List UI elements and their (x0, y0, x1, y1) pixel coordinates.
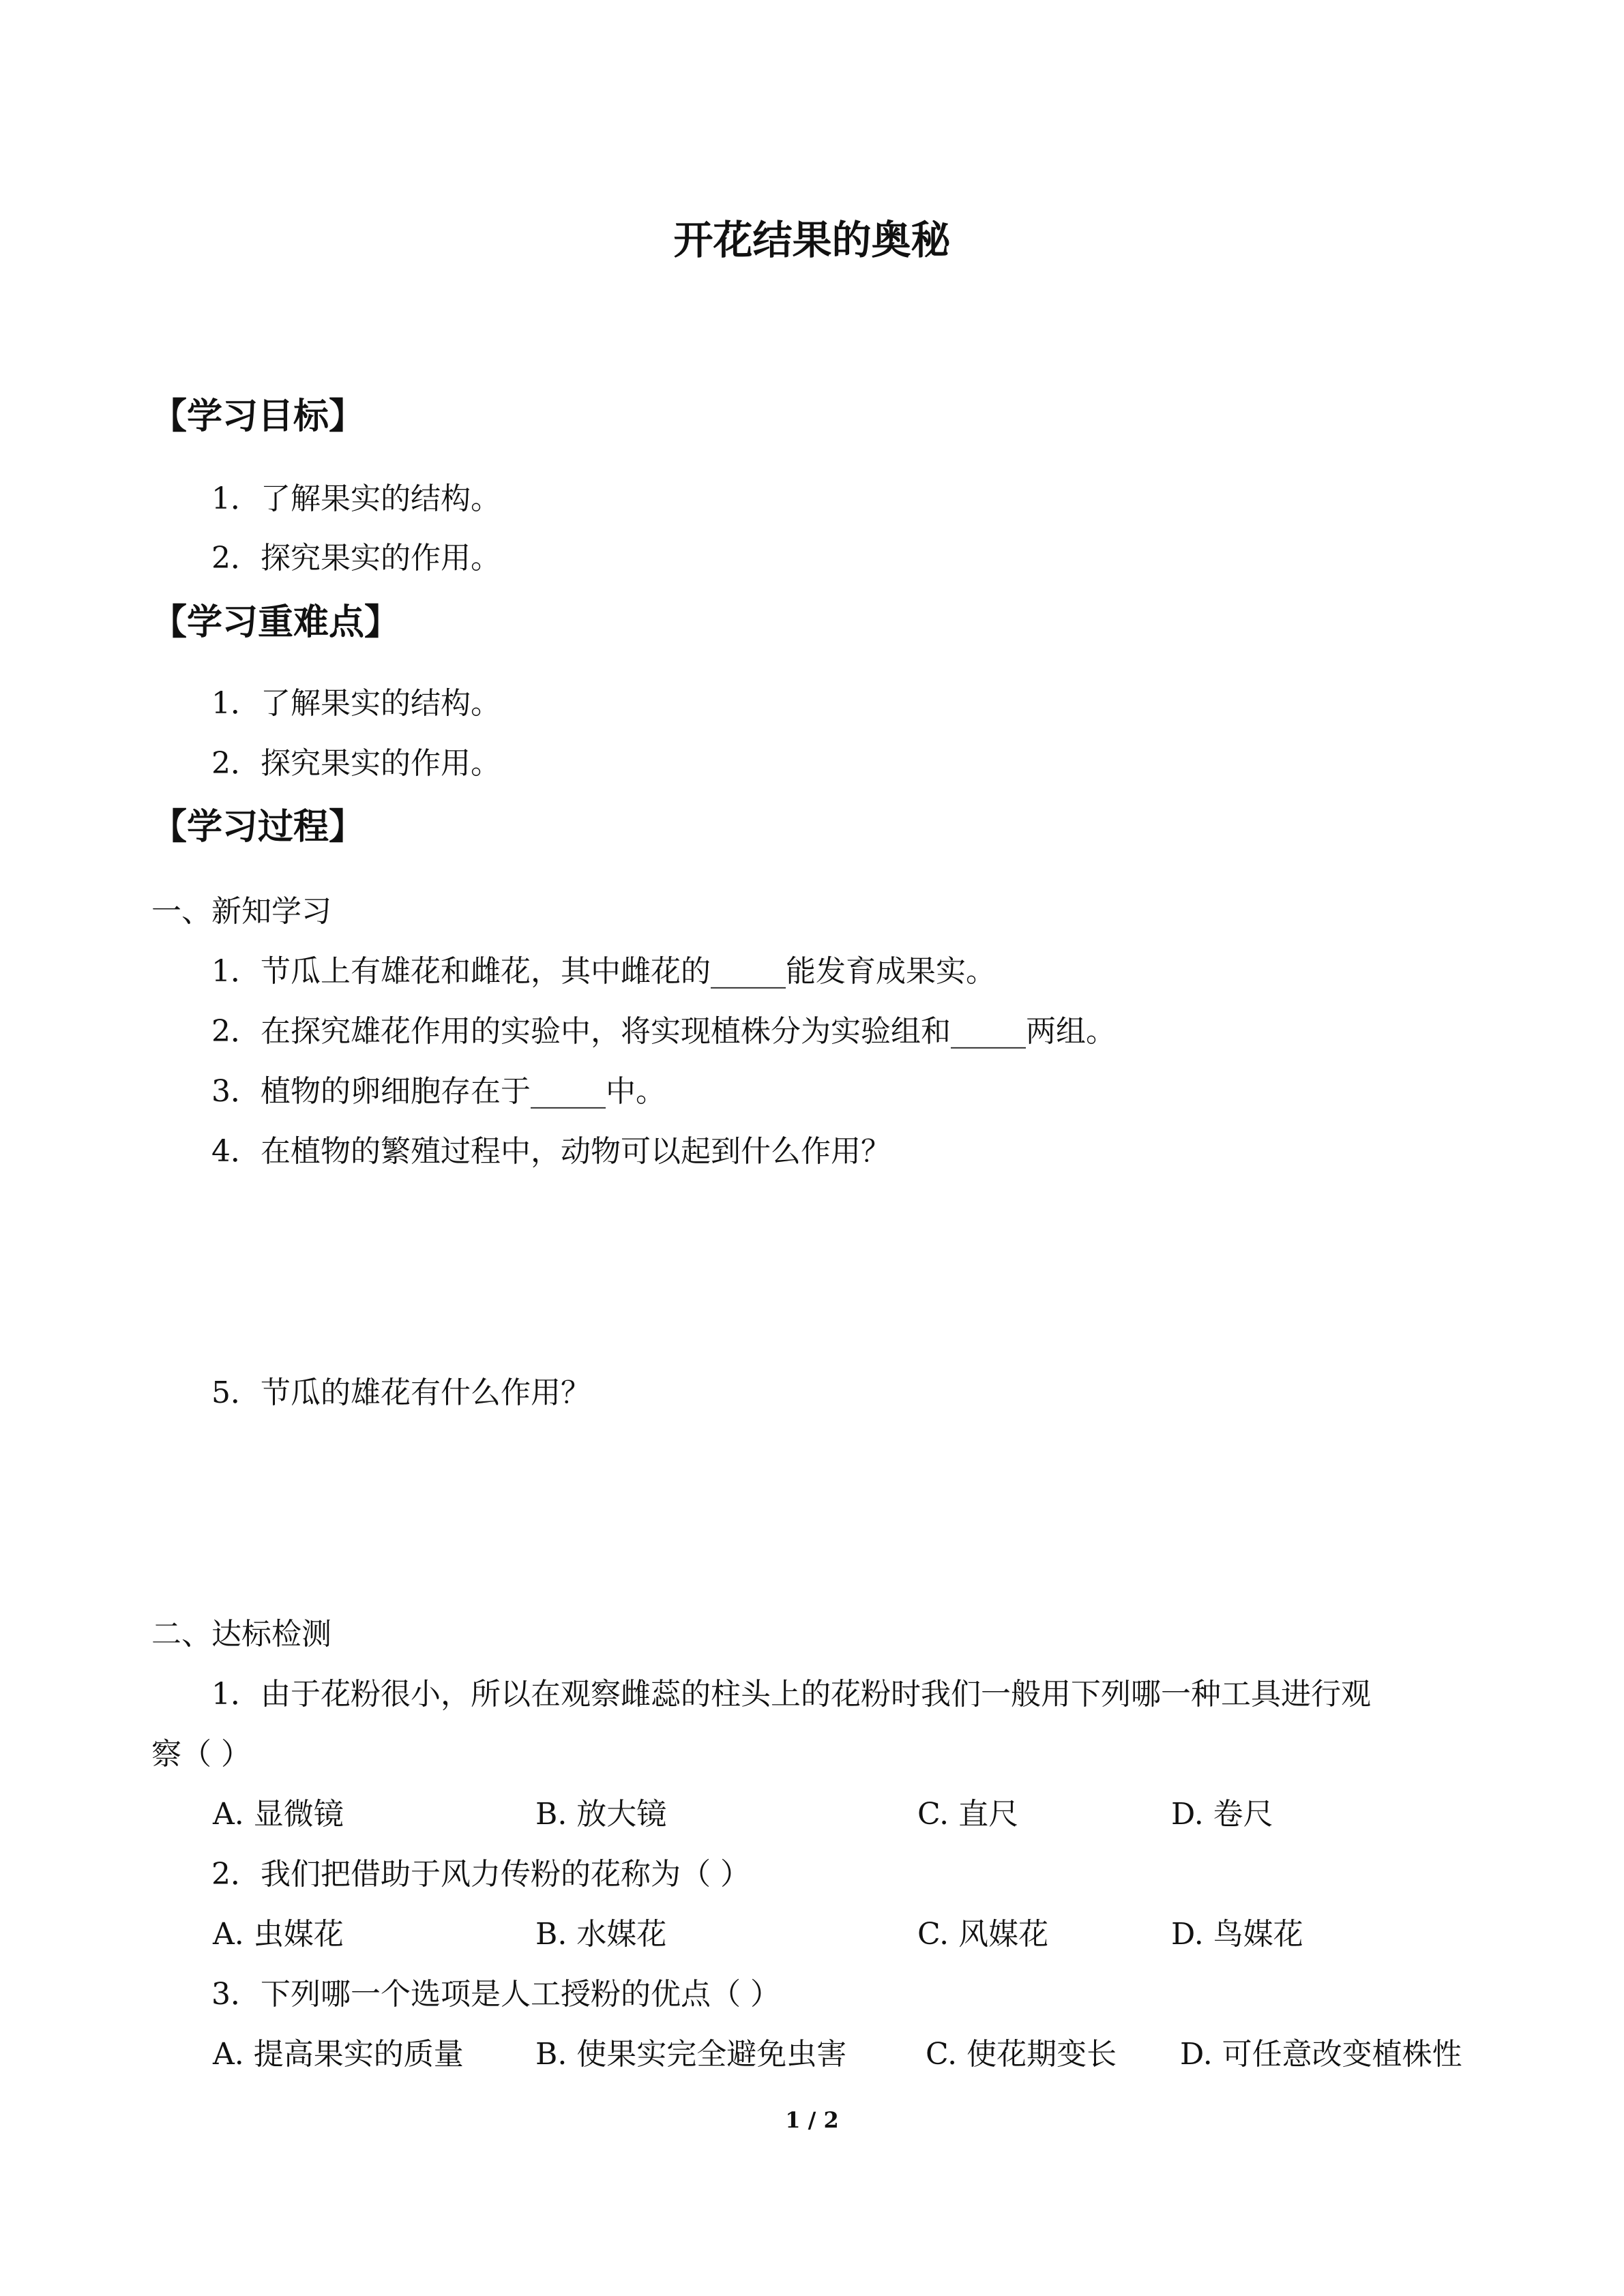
goal-item-2: 2．探究果实的作用。 (211, 541, 501, 576)
section-heading-goals: 【学习目标】 (151, 396, 365, 437)
key-point-item-2: 2．探究果实的作用。 (211, 746, 501, 781)
question-3-option-d: D. 可任意改变植株性 (1180, 2037, 1462, 2072)
question-1-stem: 1．由于花粉很小，所以在观察雌蕊的柱头上的花粉时我们一般用下列哪一种工具进行观 (211, 1677, 1371, 1712)
question-1-option-a: A. 显微镜 (213, 1797, 344, 1832)
goal-item-1: 1．了解果实的结构。 (211, 481, 501, 516)
new-knowledge-item-1: 1．节瓜上有雄花和雌花，其中雌花的_____能发育成果实。 (211, 954, 996, 989)
page-title: 开花结果的奥秘 (673, 217, 951, 263)
new-knowledge-item-2: 2．在探究雄花作用的实验中，将实现植株分为实验组和_____两组。 (211, 1014, 1116, 1049)
page-number: 1 / 2 (785, 2107, 839, 2133)
new-knowledge-item-4: 4．在植物的繁殖过程中，动物可以起到什么作用？ (211, 1134, 891, 1169)
question-3-option-b: B. 使果实完全避免虫害 (535, 2037, 847, 2072)
question-1-stem-continued: 察（ ） (151, 1737, 251, 1772)
question-3-option-c: C. 使花期变长 (926, 2037, 1117, 2072)
subsection-new-knowledge: 一、新知学习 (151, 894, 331, 929)
section-heading-key-points: 【学习重难点】 (151, 601, 400, 643)
question-2-option-a: A. 虫媒花 (213, 1917, 344, 1952)
question-3-stem: 3．下列哪一个选项是人工授粉的优点（ ） (211, 1977, 780, 2012)
section-heading-process: 【学习过程】 (151, 806, 365, 848)
question-2-option-d: D. 鸟媒花 (1171, 1917, 1303, 1952)
new-knowledge-item-3: 3．植物的卵细胞存在于_____中。 (211, 1074, 666, 1109)
key-point-item-1: 1．了解果实的结构。 (211, 686, 501, 721)
new-knowledge-item-5: 5．节瓜的雄花有什么作用？ (211, 1375, 591, 1410)
question-3-option-a: A. 提高果实的质量 (213, 2037, 464, 2072)
question-1-option-d: D. 卷尺 (1171, 1797, 1273, 1832)
question-1-option-b: B. 放大镜 (535, 1797, 667, 1832)
question-2-stem: 2．我们把借助于风力传粉的花称为（ ） (211, 1857, 750, 1892)
question-1-option-c: C. 直尺 (917, 1797, 1019, 1832)
question-2-option-b: B. 水媒花 (535, 1917, 667, 1952)
question-2-option-c: C. 风媒花 (917, 1917, 1049, 1952)
subsection-test: 二、达标检测 (151, 1617, 331, 1652)
